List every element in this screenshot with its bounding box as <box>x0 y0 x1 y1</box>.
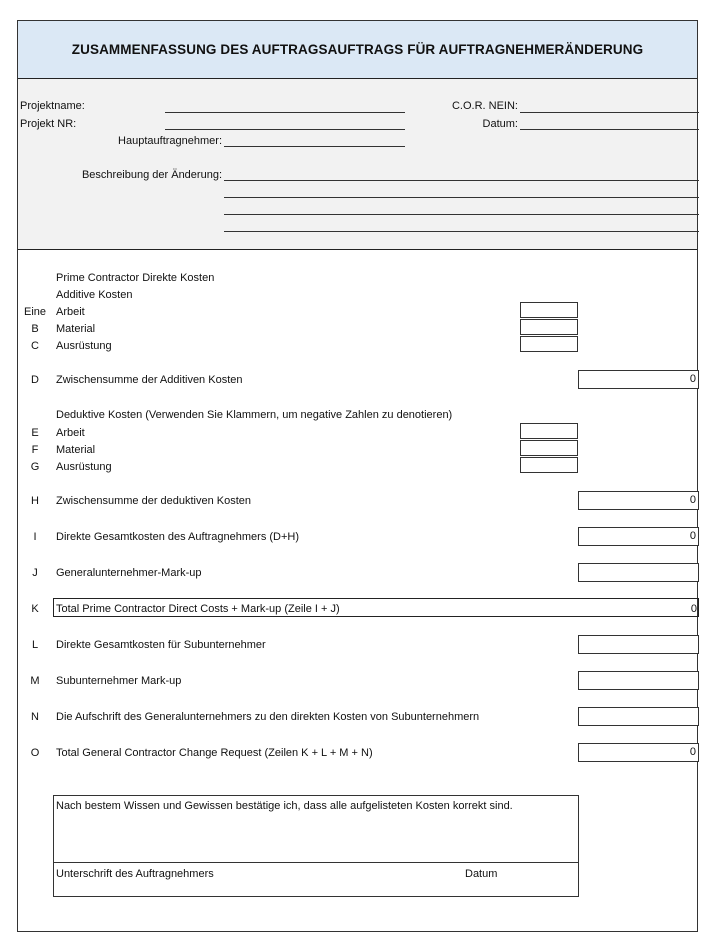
row-letter: G <box>30 461 40 473</box>
sub-direct-total-value[interactable] <box>578 635 699 654</box>
total-change-request-label: Total General Contractor Change Request (Zeilen K + L + M + N) <box>56 747 373 759</box>
project-name-field[interactable] <box>165 112 405 113</box>
deductive-title: Deduktive Kosten (Verwenden Sie Klammern, um negative Zahlen zu denotieren) <box>56 409 453 421</box>
deductive-labor-label: Arbeit <box>56 427 85 439</box>
project-name-label: Projektname: <box>20 100 85 112</box>
row-letter: I <box>33 531 37 543</box>
description-line-1[interactable] <box>224 180 699 181</box>
cor-field[interactable] <box>520 112 699 113</box>
row-letter: B <box>31 323 39 335</box>
sub-direct-total-label: Direkte Gesamtkosten für Subunternehmer <box>56 639 266 651</box>
deductive-material-input[interactable] <box>520 440 578 456</box>
total-prime-value[interactable]: 0 <box>690 603 697 615</box>
gc-markup-label: Generalunternehmer-Mark-up <box>56 567 202 579</box>
contractor-direct-total-value[interactable]: 0 <box>578 527 699 546</box>
row-letter: M <box>30 675 40 687</box>
description-line-2[interactable] <box>224 197 699 198</box>
subtotal-deductive-label: Zwischensumme der deduktiven Kosten <box>56 495 252 507</box>
form-title: ZUSAMMENFASSUNG DES AUFTRAGSAUFTRAGS FÜR AUFTRAGNEHMERÄNDERUNG <box>71 42 644 57</box>
row-letter: J <box>32 567 38 579</box>
sub-markup-value[interactable] <box>578 671 699 690</box>
deductive-equipment-label: Ausrüstung <box>56 461 112 473</box>
additive-equipment-input[interactable] <box>520 336 578 352</box>
row-letter: D <box>31 374 39 386</box>
signature-divider <box>53 862 579 863</box>
subtotal-additive-label: Zwischensumme der Additiven Kosten <box>56 374 243 386</box>
signature-field[interactable] <box>54 881 454 896</box>
subtotal-deductive-value[interactable]: 0 <box>578 491 699 510</box>
project-nr-label: Projekt NR: <box>20 118 77 130</box>
project-nr-field[interactable] <box>165 129 405 130</box>
prime-contractor-field[interactable] <box>224 146 405 147</box>
row-letter: K <box>31 603 39 615</box>
gc-sub-markup-label: Die Aufschrift des Generalunternehmers zu den direkten Kosten von Subunternehmern <box>56 711 480 723</box>
subtotal-additive-value[interactable]: 0 <box>578 370 699 389</box>
section-title: Prime Contractor Direkte Kosten <box>56 272 215 284</box>
row-letter: Eine <box>23 306 47 318</box>
additive-material-input[interactable] <box>520 319 578 335</box>
date-field[interactable] <box>520 129 699 130</box>
row-letter: E <box>31 427 39 439</box>
signature-date-label: Datum <box>465 868 498 880</box>
deductive-equipment-input[interactable] <box>520 457 578 473</box>
additive-labor-input[interactable] <box>520 302 578 318</box>
certification-statement: Nach bestem Wissen und Gewissen bestätige ich, dass alle aufgelisteten Kosten korrekt sind. <box>56 800 513 812</box>
gc-markup-value[interactable] <box>578 563 699 582</box>
cor-label: C.O.R. NEIN: <box>451 100 518 112</box>
contractor-direct-total-label: Direkte Gesamtkosten des Auftragnehmers (D+H) <box>56 531 300 543</box>
deductive-material-label: Material <box>56 444 96 456</box>
description-label: Beschreibung der Änderung: <box>81 169 222 181</box>
additive-equipment-label: Ausrüstung <box>56 340 112 352</box>
additive-material-label: Material <box>56 323 96 335</box>
sub-markup-label: Subunternehmer Mark-up <box>56 675 182 687</box>
row-letter: C <box>31 340 39 352</box>
row-letter: N <box>31 711 39 723</box>
additive-title: Additive Kosten <box>56 289 133 301</box>
date-label: Datum: <box>482 118 518 130</box>
row-letter: H <box>31 495 39 507</box>
row-letter: F <box>31 444 39 456</box>
total-prime-label: Total Prime Contractor Direct Costs + Mark-up (Zeile I + J) <box>56 603 340 615</box>
total-change-request-value[interactable]: 0 <box>578 743 699 762</box>
prime-contractor-label: Hauptauftragnehmer: <box>118 135 222 147</box>
description-line-3[interactable] <box>224 214 699 215</box>
row-letter: L <box>31 639 39 651</box>
description-line-4[interactable] <box>224 231 699 232</box>
gc-sub-markup-value[interactable] <box>578 707 699 726</box>
deductive-labor-input[interactable] <box>520 423 578 439</box>
header-section <box>18 79 697 250</box>
signature-label: Unterschrift des Auftragnehmers <box>56 868 214 880</box>
row-letter: O <box>30 747 40 759</box>
additive-labor-label: Arbeit <box>56 306 85 318</box>
